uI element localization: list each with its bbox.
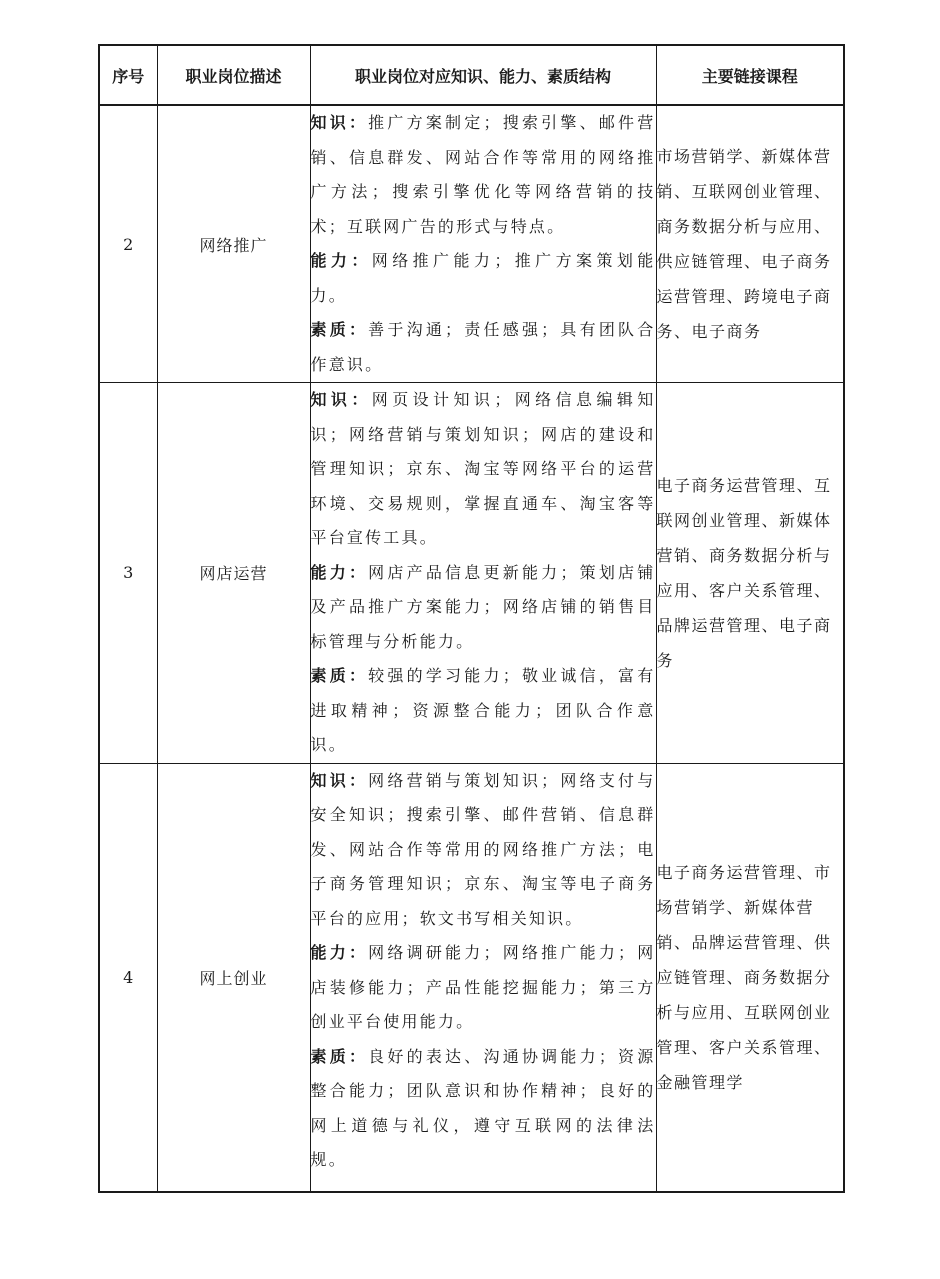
knowledge-text: 网页设计知识；网络信息编辑知识；网络营销与策划知识；网店的建设和管理知识；京东、淘宝等网络平台的运营环境、交易规则，掌握直通车、淘宝客等平台宣传工具。 [310, 390, 656, 547]
header-structure: 职业岗位对应知识、能力、素质结构 [310, 45, 656, 105]
quality-label: 素质： [310, 666, 369, 685]
ability-label: 能力： [310, 943, 369, 962]
ability-section [311, 244, 656, 313]
row-structure [310, 763, 656, 1192]
row-position: 网店运营 [157, 383, 310, 764]
row-number: 3 [99, 383, 157, 764]
quality-text: 较强的学习能力；敬业诚信，富有进取精神；资源整合能力；团队合作意识。 [310, 666, 656, 754]
knowledge-section [311, 106, 656, 244]
knowledge-text: 网络营销与策划知识；网络支付与安全知识；搜索引擎、邮件营销、信息群发、网站合作等常用的网络推广方法；电子商务管理知识；京东、淘宝等电子商务平台的应用；软文书写相关知识。 [310, 770, 656, 928]
header-position: 职业岗位描述 [157, 45, 310, 105]
header-number: 序号 [99, 45, 157, 105]
row-position: 网上创业 [157, 763, 310, 1192]
ability-text: 网络调研能力；网络推广能力；网店装修能力；产品性能挖掘能力；第三方创业平台使用能力。 [310, 943, 656, 1031]
table-row [99, 383, 844, 764]
quality-label: 素质： [310, 1046, 369, 1066]
ability-label: 能力： [310, 562, 369, 582]
header-row [99, 45, 844, 105]
row-structure [310, 383, 656, 764]
ability-text: 网络推广能力；推广方案策划能力。 [310, 251, 656, 305]
ability-label: 能力： [310, 251, 372, 270]
knowledge-text: 推广方案制定；搜索引擎、邮件营销、信息群发、网站合作等常用的网络推广方法；搜索引擎优化等网络营销的技术；互联网广告的形式与特点。 [310, 113, 656, 236]
header-courses: 主要链接课程 [656, 45, 844, 105]
row-courses: 市场营销学、新媒体营销、互联网创业管理、商务数据分析与应用、供应链管理、电子商务运营管理、跨境电子商务、电子商务 [656, 105, 844, 383]
quality-label: 素质： [310, 320, 369, 339]
row-position: 网络推广 [157, 105, 310, 383]
ability-text: 网店产品信息更新能力；策划店铺及产品推广方案能力；网络店铺的销售目标管理与分析能力。 [310, 562, 656, 651]
quality-section [311, 659, 656, 763]
quality-text: 良好的表达、沟通协调能力；资源整合能力；团队意识和协作精神；良好的网上道德与礼仪，遵守互联网的法律法规。 [310, 1046, 656, 1169]
job-skills-table [98, 44, 845, 1193]
table-row [99, 105, 844, 383]
quality-section [311, 313, 656, 382]
row-number: 4 [99, 763, 157, 1192]
row-courses: 电子商务运营管理、市场营销学、新媒体营销、品牌运营管理、供应链管理、商务数据分析与应用、互联网创业管理、客户关系管理、金融管理学 [656, 763, 844, 1192]
table-row [99, 763, 844, 1192]
row-courses: 电子商务运营管理、互联网创业管理、新媒体营销、商务数据分析与应用、客户关系管理、品牌运营管理、电子商务 [656, 383, 844, 764]
quality-section [311, 1040, 656, 1178]
ability-section [311, 936, 656, 1040]
knowledge-label: 知识： [310, 390, 372, 409]
knowledge-label: 知识： [310, 770, 369, 790]
row-structure [310, 105, 656, 383]
row-number: 2 [99, 105, 157, 383]
quality-text: 善于沟通；责任感强；具有团队合作意识。 [310, 320, 656, 374]
knowledge-section [311, 764, 656, 937]
knowledge-label: 知识： [310, 113, 369, 132]
ability-section [311, 556, 656, 660]
knowledge-section [311, 383, 656, 556]
